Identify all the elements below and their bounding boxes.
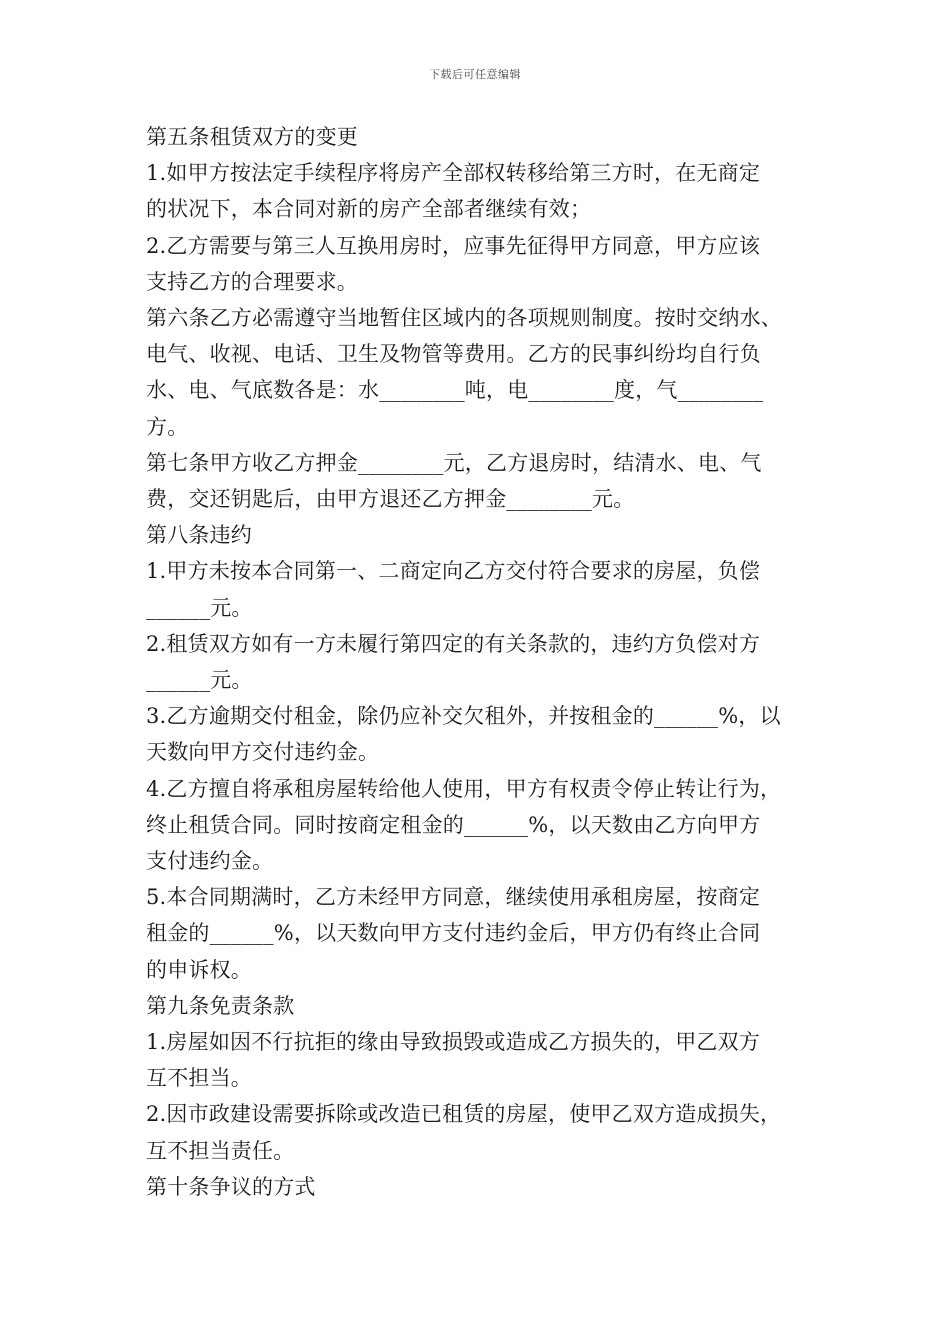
text-line: 第七条甲方收乙方押金________元，乙方退房时，结清水、电、气: [146, 450, 762, 475]
text-line: 租金的______%，以天数向甲方支付违约金后，甲方仍有终止合同: [146, 921, 761, 946]
text-line: 2.因市政建设需要拆除或改造已租赁的房屋，使甲乙双方造成损失，: [146, 1102, 782, 1127]
text-line: 电气、收视、电话、卫生及物管等费用。乙方的民事纠纷均自行负: [146, 342, 761, 367]
text-line: 1.房屋如因不行抗拒的缘由导致损毁或造成乙方损失的，甲乙双方: [146, 1030, 761, 1055]
text-line: 支付违约金。: [146, 849, 274, 874]
text-line: 2.租赁双方如有一方未履行第四定的有关条款的，违约方负偿对方: [146, 631, 761, 656]
text-line: ______元。: [146, 595, 253, 620]
text-line: 支持乙方的合理要求。: [146, 269, 358, 294]
text-line: 天数向甲方交付违约金。: [146, 740, 380, 765]
text-line: 2.乙方需要与第三人互换用房时，应事先征得甲方同意，甲方应该: [146, 233, 761, 258]
page-header: 下载后可任意编辑: [429, 68, 521, 81]
text-line: 水、电、气底数各是：水________吨，电________度，气________: [146, 378, 764, 403]
section-heading: 第八条违约: [146, 523, 252, 548]
contract-body: [146, 119, 810, 1205]
text-line: 第六条乙方必需遵守当地暂住区域内的各项规则制度。按时交纳水、: [146, 306, 782, 331]
text-line: 的申诉权。: [146, 957, 252, 982]
section-heading: 第五条租赁双方的变更: [146, 125, 358, 149]
section-heading: 第九条免责条款: [146, 993, 295, 1018]
text-line: 1.如甲方按法定手续程序将房产全部权转移给第三方时，在无商定: [146, 161, 761, 186]
text-line: 互不担当责任。: [146, 1138, 295, 1163]
text-line: ______元。: [146, 668, 253, 693]
text-line: 1.甲方未按本合同第一、二商定向乙方交付符合要求的房屋，负偿: [146, 559, 761, 584]
section-heading: 第十条争议的方式: [146, 1174, 316, 1199]
text-line: 互不担当。: [146, 1066, 252, 1091]
text-line: 5.本合同期满时，乙方未经甲方同意，继续使用承租房屋，按商定: [146, 885, 761, 910]
text-line: 终止租赁合同。同时按商定租金的______%，以天数由乙方向甲方: [146, 812, 761, 837]
text-line: 费，交还钥匙后，由甲方退还乙方押金________元。: [146, 487, 635, 512]
text-line: 4.乙方擅自将承租房屋转给他人使用，甲方有权责令停止转让行为，: [146, 776, 782, 801]
text-line: 方。: [146, 414, 189, 439]
text-line: 的状况下，本合同对新的房产全部者继续有效；: [146, 197, 592, 222]
text-line: 3.乙方逾期交付租金，除仍应补交欠租外，并按租金的______%，以: [146, 704, 781, 729]
